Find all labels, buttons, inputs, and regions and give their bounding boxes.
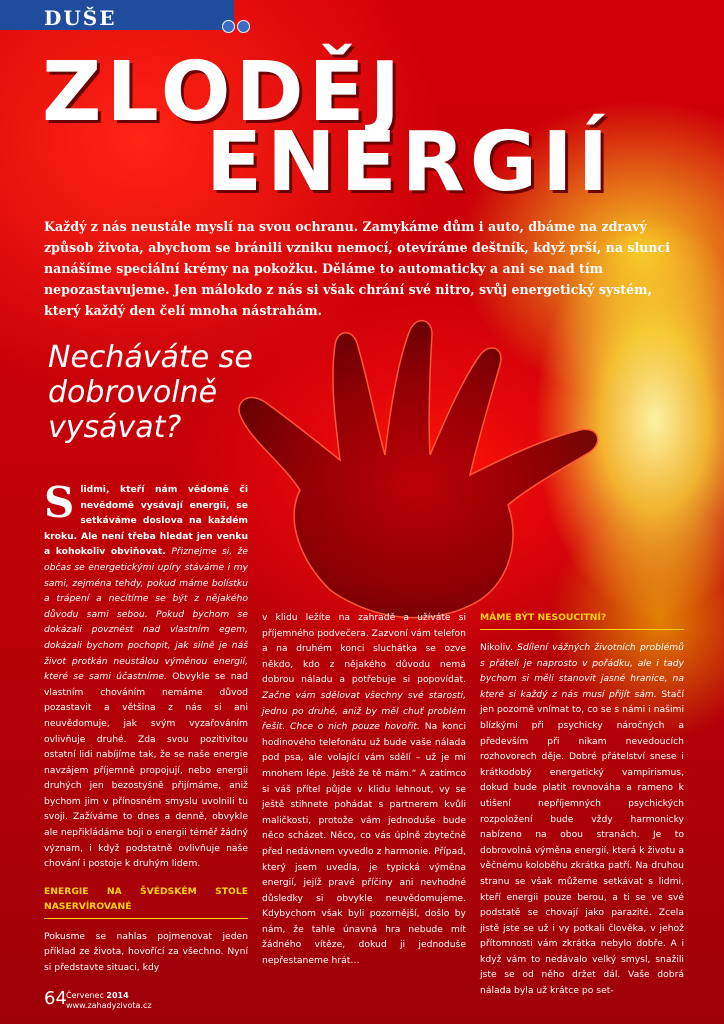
pull-question: Necháváte se dobrovolně vysávat? — [48, 340, 253, 445]
article-column-1 — [44, 478, 248, 976]
issue-date: Červenec 2014 — [66, 991, 129, 1000]
section-label: DUŠE — [44, 6, 117, 30]
article-column-3 — [480, 610, 684, 999]
title-line-2: ENERGIÍ — [206, 115, 614, 210]
column2-paragraph: v klidu ležíte na zahradě a užíváte si příjemného podvečera. Zazvoní vám telefon a na druhém konci sluchátka se ozve někdo, kdo z nějakého důvodu nemá dobrou náladu a potřebuje si popovídat. Začne vám sdělovat všechny své starosti, jednu po druhé, aniž by měl chuť problém řešit. Chce o nich pouze hovořit. Na konci hodinového telefonátu už bude vaše nálada pod psa, ale volající vám sdělí – už je mi mnohem lépe. Ještě že tě mám.“ A zatímco si váš přítel půjde v klidu lehnout, vy se ještě stihnete pohádat s partnerem kvůli maličkosti, protože vám jednoduše bude něco scházet. Něco, co vás úplně zbytečně před nedávnem vyvedlo z harmonie. Případ, který jsem uvedla, je typická výměna energií, jejíž pravé příčiny ani nevhodné důsledky si obvykle neuvědomujeme. Kdybychom však byli pozornější, došlo by nám, že tahle únavná hra nebude mít žádného vítěze, dokud ji jednoduše nepřestaneme hrát… — [262, 612, 466, 967]
dropcap: S — [44, 478, 75, 527]
title-line-1: ZLODĚJ — [42, 45, 406, 140]
lead-paragraph: Každý z nás neustále myslí na svou ochranu. Zamykáme dům i auto, dbáme na zdravý způsob života, abychom se bránili vzniku nemocí, otevíráme deštník, když prší, na slunci nanášíme speciální krémy na pokožku. Děláme to automaticky a ani se nad tím nepozastavujeme. Jen málokdo z nás si však chrání své nitro, svůj energetický systém, který každý den čelí mnoha nástrahám. — [44, 219, 671, 318]
dot-icon — [222, 20, 235, 33]
article-column-2 — [262, 610, 466, 969]
column1-paragraph-1: S lidmi, kteří nám vědomě či nevědomě vysávají energii, se setkáváme doslova na každém kroku. Ale není třeba hledat jen venku a kohokoliv obviňovat. Přiznejme si, že občas se energetickými upíry stáváme i my sami, zejména tehdy, pokud máme bolístku a trápení a necítíme se být z nějakého důvodu sami sebou. Pokud bychom se dokázali povznést nad vlastním egem, dokázali bychom pochopit, jak silně je náš život protkán neustálou výměnou energií, které se sami účastníme. Obvykle se nad vlastním chováním nemáme důvod pozastavit a většina z nás si ani neuvědomuje, jak svým vyzařováním ovlivňuje druhé. Zda svou pozitivitou ostatní lidi nabíjíme tak, že se naše energie navzájem příjemně propojují, nebo energii druhých jen bezostyšně přijímáme, aniž bychom jim v přínosném smyslu uvolnili tu svoji. Zažíváme to dnes a denně, obvykle ale nepřikládáme boji o energii téměř žádný význam, i když podstatně ovlivňuje naše chování i postoje k druhým lidem. — [44, 478, 248, 870]
page-number: 64 — [44, 988, 67, 1009]
column3-subheading: MÁME BÝT NESOUCITNÍ? — [480, 612, 607, 623]
column3-paragraph: Nikoliv. Sdílení vážných životních problémů s přáteli je naprosto v pořádku, ale i tady bychom si měli stanovit jasné hranice, na které si každý z nás musí přijít sám. Stačí jen pozorně vnímat to, co se s námi i našimi blízkými při psychicky náročných a především při nikam nevedoucích rozhovorech děje. Dobré přátelství snese i krátkodobý energetický vampirismus, dokud bude platit rovnováha a rameno k utišení nepříjemných psychických rozpoložení bude vždy harmonicky nabízeno na obou stranách. Je to dobrovolná výměna energií, která k životu a věčnému koloběhu zkrátka patří. Na druhou stranu se však můžeme setkávat s lidmi, kteří energii pouze berou, a ti se ve své podstatě se chovají jako parazité. Zcela jistě jste se už i vy potkali člověka, v jehož přítomnosti vám zkrátka nebylo dobře. A i když vám to nedávalo velký smysl, snažili jste se od něho držet dál. Vaše dobrá nálada byla už krátce po set- — [480, 642, 684, 997]
website-url: www.zahadyzivota.cz — [66, 1001, 152, 1010]
column1-subheading-wrap — [44, 884, 248, 919]
section-band — [0, 0, 234, 30]
dot-icon — [237, 20, 250, 33]
column1-paragraph-2: Pokusme se nahlas pojmenovat jeden příklad ze života, hovořící za všechno. Nyní si představte situaci, kdy — [44, 930, 248, 974]
column1-subheading: ENERGIE NA ŠVÉDSKÉM STOLE NASERVÍROVANÉ — [44, 885, 248, 912]
section-dots — [222, 18, 252, 37]
column3-subheading-wrap — [480, 610, 684, 630]
